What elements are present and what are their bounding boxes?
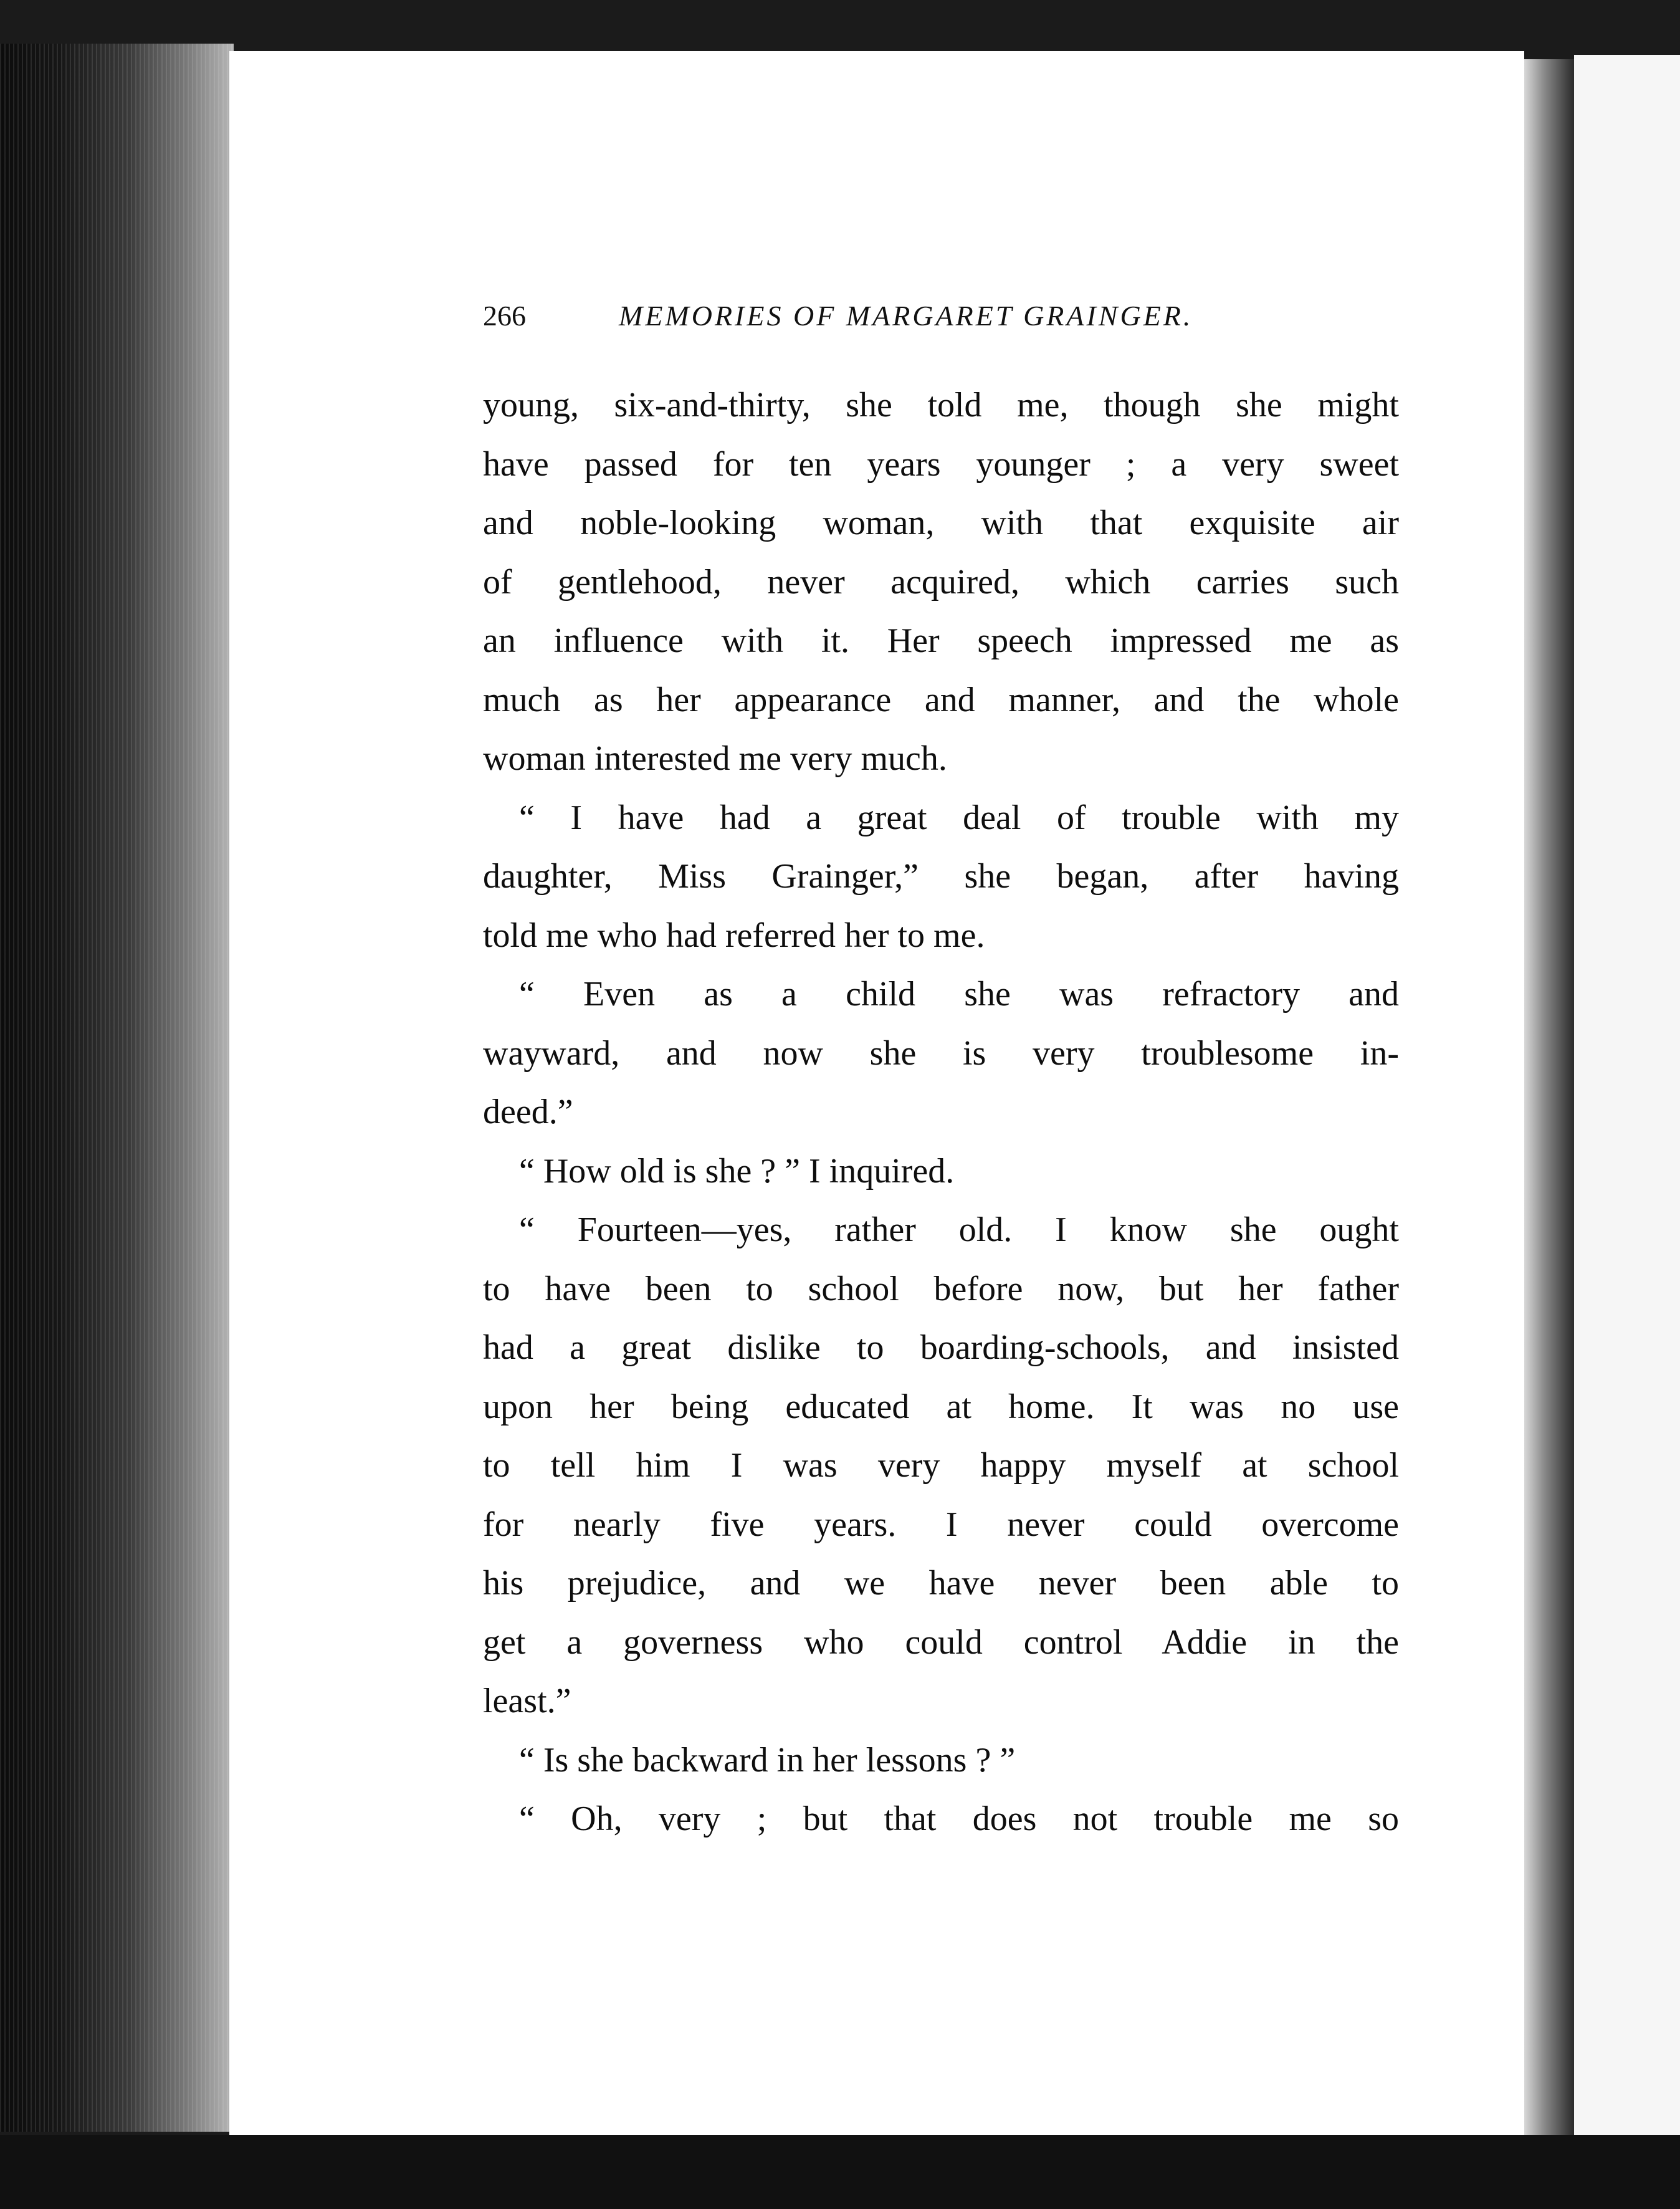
text-line: “ I have had a great deal of trouble with my [519,798,1399,837]
text-line: had a great dislike to boarding-schools, and insisted [483,1328,1399,1367]
text-line: least.” [483,1682,571,1720]
text-line: deed.” [483,1093,573,1131]
text-line: “ Fourteen—yes, rather old. I know she ought [519,1210,1399,1249]
running-head-title: MEMORIES OF MARGARET GRAINGER. [619,300,1193,332]
text-line: young, six-and-thirty, she told me, though she might [483,386,1399,424]
text-line: “ Even as a child she was refractory and [519,975,1399,1013]
text-line: wayward, and now she is very troublesome in- [483,1033,1399,1073]
text-line: have passed for ten years younger ; a very sweet [483,444,1399,484]
text-line: and noble-looking woman, with that exquisite air [483,504,1399,542]
text-line: an influence with it. Her speech impressed me as [483,621,1399,660]
text-line: “ Oh, very ; but that does not trouble me so [519,1799,1399,1838]
scan-border-bottom [0,2135,1680,2209]
text-line: to tell him I was very happy myself at school [483,1446,1399,1485]
running-head [483,299,1281,343]
book-gutter [1524,59,1574,2141]
body-text [483,376,1399,1849]
text-line: “ Is she backward in her lessons ? ” [519,1740,1016,1780]
text-line: upon her being educated at home. It was no use [483,1387,1399,1426]
facing-page-edge [1574,55,1680,2138]
text-line: told me who had referred her to me. [483,916,985,955]
page-number: 266 [483,300,526,332]
text-line: woman interested me very much. [483,739,947,778]
text-line: “ How old is she ? ” I inquired. [519,1151,955,1191]
text-line: of gentlehood, never acquired, which carries such [483,562,1399,601]
text-line: for nearly five years. I never could overcome [483,1505,1399,1544]
text-line: to have been to school before now, but her father [483,1269,1399,1308]
book-left-page-edges [0,44,234,2132]
text-line: his prejudice, and we have never been able to [483,1564,1399,1603]
text-line: much as her appearance and manner, and the whole [483,680,1399,719]
text-line: daughter, Miss Grainger,” she began, after having [483,857,1399,896]
text-line: get a governess who could control Addie in the [483,1622,1399,1662]
